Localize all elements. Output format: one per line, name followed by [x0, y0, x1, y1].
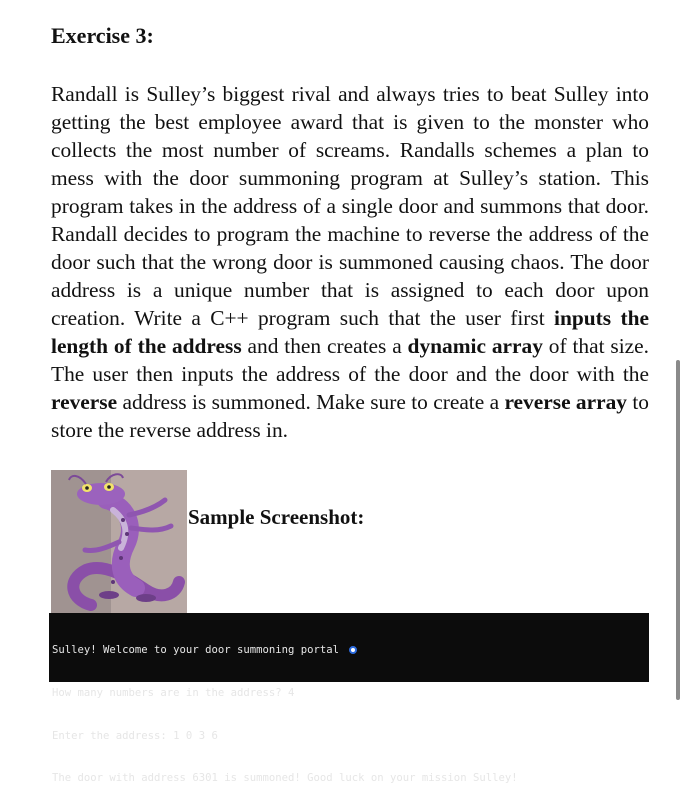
exercise-description — [51, 80, 649, 444]
cursor-icon — [349, 646, 357, 654]
para-segment: to store the reverse address in. — [51, 390, 649, 442]
para-segment-bold: dynamic array — [407, 334, 543, 358]
console-line: Enter the address: 1 0 3 6 — [52, 729, 218, 742]
para-segment-bold: inputs the length of the address — [51, 306, 649, 358]
console-line-text: Sulley! Welcome to your door summoning portal — [52, 644, 340, 657]
console-line: How many numbers are in the address? 4 — [52, 687, 295, 700]
lizard-monster-image — [51, 470, 187, 613]
para-segment-bold: reverse — [51, 390, 118, 414]
randall-illustration — [51, 470, 187, 613]
exercise-heading: Exercise 3: — [51, 23, 154, 48]
para-segment-bold: reverse array — [504, 390, 627, 414]
para-segment: Randall is Sulley’s biggest rival and always tries to beat Sulley into getting the best employee award that is given to the monster who collects the most number of screams. Randalls schemes a plan to mess with the door summoning program at Sulley’s station. This program takes in the address of a single door and summons that door. Randall decides to program the machine to reverse the address of the door such that the wrong door is summoned causing chaos. The door address is a unique number that is assigned to each door upon creation. Write a C++ program such that the user first — [51, 82, 649, 330]
console-line: The door with address 6301 is summoned! Good luck on your mission Sulley! — [52, 772, 518, 785]
para-segment: address is summoned. Make sure to create a — [117, 390, 505, 414]
sample-screenshot-heading: Sample Screenshot: — [188, 505, 365, 529]
console-line — [52, 643, 649, 657]
console-output — [49, 613, 649, 785]
para-segment: of that size. The user then inputs the address of the door and the door with the — [51, 334, 649, 386]
para-segment: and then creates a — [241, 334, 408, 358]
vertical-scrollbar[interactable] — [676, 360, 680, 700]
